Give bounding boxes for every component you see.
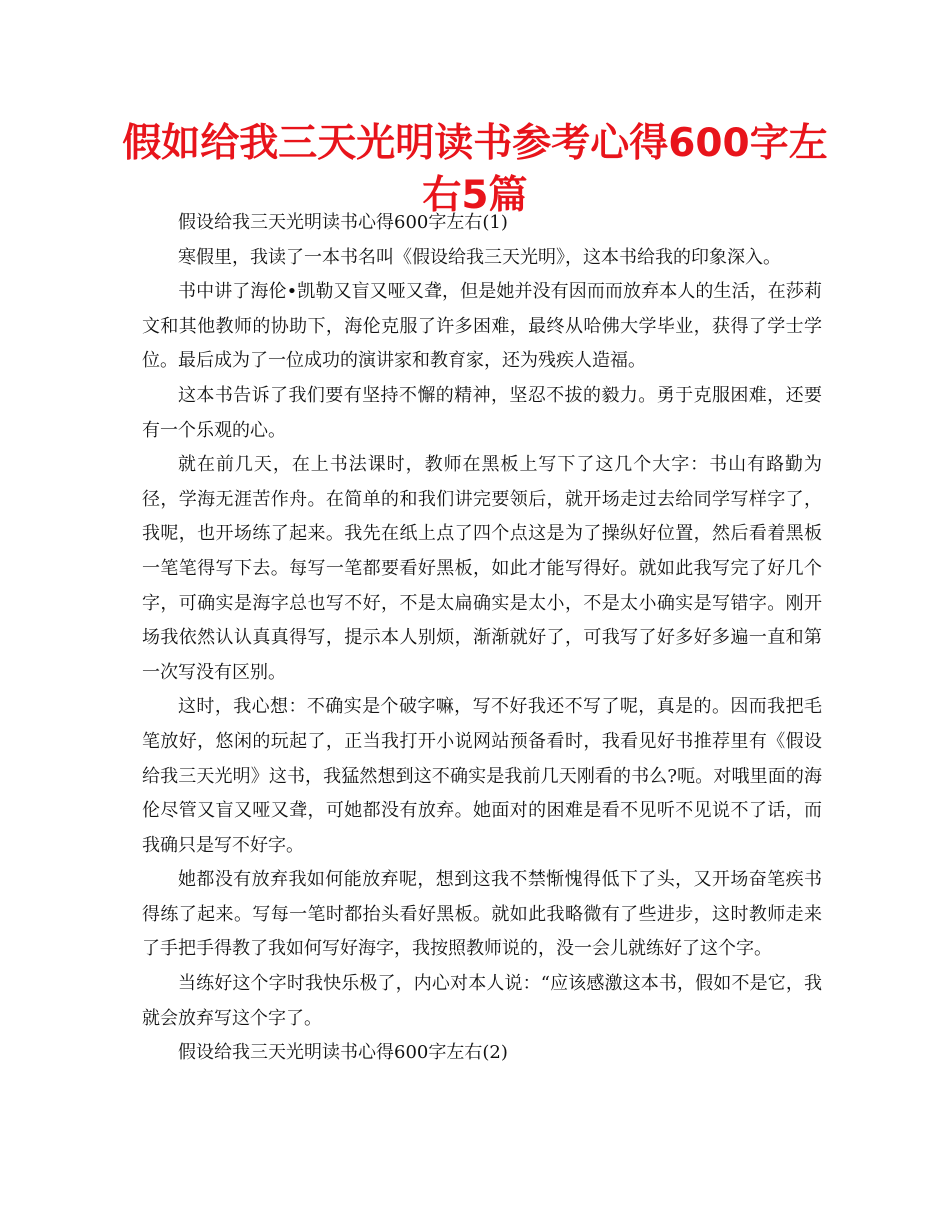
section-heading-2: 假设给我三天光明读书心得600字左右(2) [178,1042,508,1064]
document-body [142,206,822,1071]
paragraph: 她都没有放弃我如何能放弃呢，想到这我不禁惭愧得低下了头，又开场奋笔疾书得练了起来。写每一笔时都抬头看好黑板。就如此我略微有了些进步，这时教师走来了手把手得教了我如何写好海字，我按照教师说的，没一会儿就练好了这个字。 [142,869,822,960]
paragraph: 这本书告诉了我们要有坚持不懈的精神，坚忍不拔的毅力。勇于克服困难，还要有一个乐观的心。 [142,384,822,441]
paragraph: 当练好这个字时我快乐极了，内心对本人说：“应该感激这本书，假如不是它，我就会放弃写这个字了。 [142,973,822,1029]
paragraph: 就在前几天，在上书法课时，教师在黑板上写下了这几个大字：书山有路勤为径，学海无涯苦作舟。在简单的和我们讲完要领后，就开场走过去给同学写样字了，我呢，也开场练了起来。我先在纸上点了四个点这是为了操纵好位置，然后看着黑板一笔笔得写下去。每写一笔都要看好黑板，如此才能写得好。就如此我写完了好几个字，可确实是海字总也写不好，不是太扁确实是太小，不是太小确实是写错字。刚开场我依然认认真真得写，提示本人别烦，渐渐就好了，可我写了好多好多遍一直和第一次写没有区别。 [142,454,822,683]
paragraph: 寒假里，我读了一本书名叫《假设给我三天光明》，这本书给我的印象深入。 [178,246,781,268]
section-heading-1: 假设给我三天光明读书心得600字左右(1) [178,212,508,233]
title-line-1: 假如给我三天光明读书参考心得600字左 [122,121,828,166]
title-line-2: 右5篇 [422,173,528,218]
paragraph: 书中讲了海伦•凯勒又盲又哑又聋，但是她并没有因而而放弃本人的生活，在莎莉文和其他教师的协助下，海伦克服了许多困难，最终从哈佛大学毕业，获得了学士学位。最后成为了一位成功的演讲家和教育家，还为残疾人造福。 [142,281,822,372]
paragraph: 这时，我心想：不确实是个破字嘛，写不好我还不写了呢，真是的。因而我把毛笔放好，悠闲的玩起了，正当我打开小说网站预备看时，我看见好书推荐里有《假设给我三天光明》这书，我猛然想到这不确实是我前几天刚看的书么?呃。对哦里面的海伦尽管又盲又哑又聋，可她都没有放弃。她面对的困难是看不见听不见说不了话，而我确只是写不好字。 [142,696,822,856]
